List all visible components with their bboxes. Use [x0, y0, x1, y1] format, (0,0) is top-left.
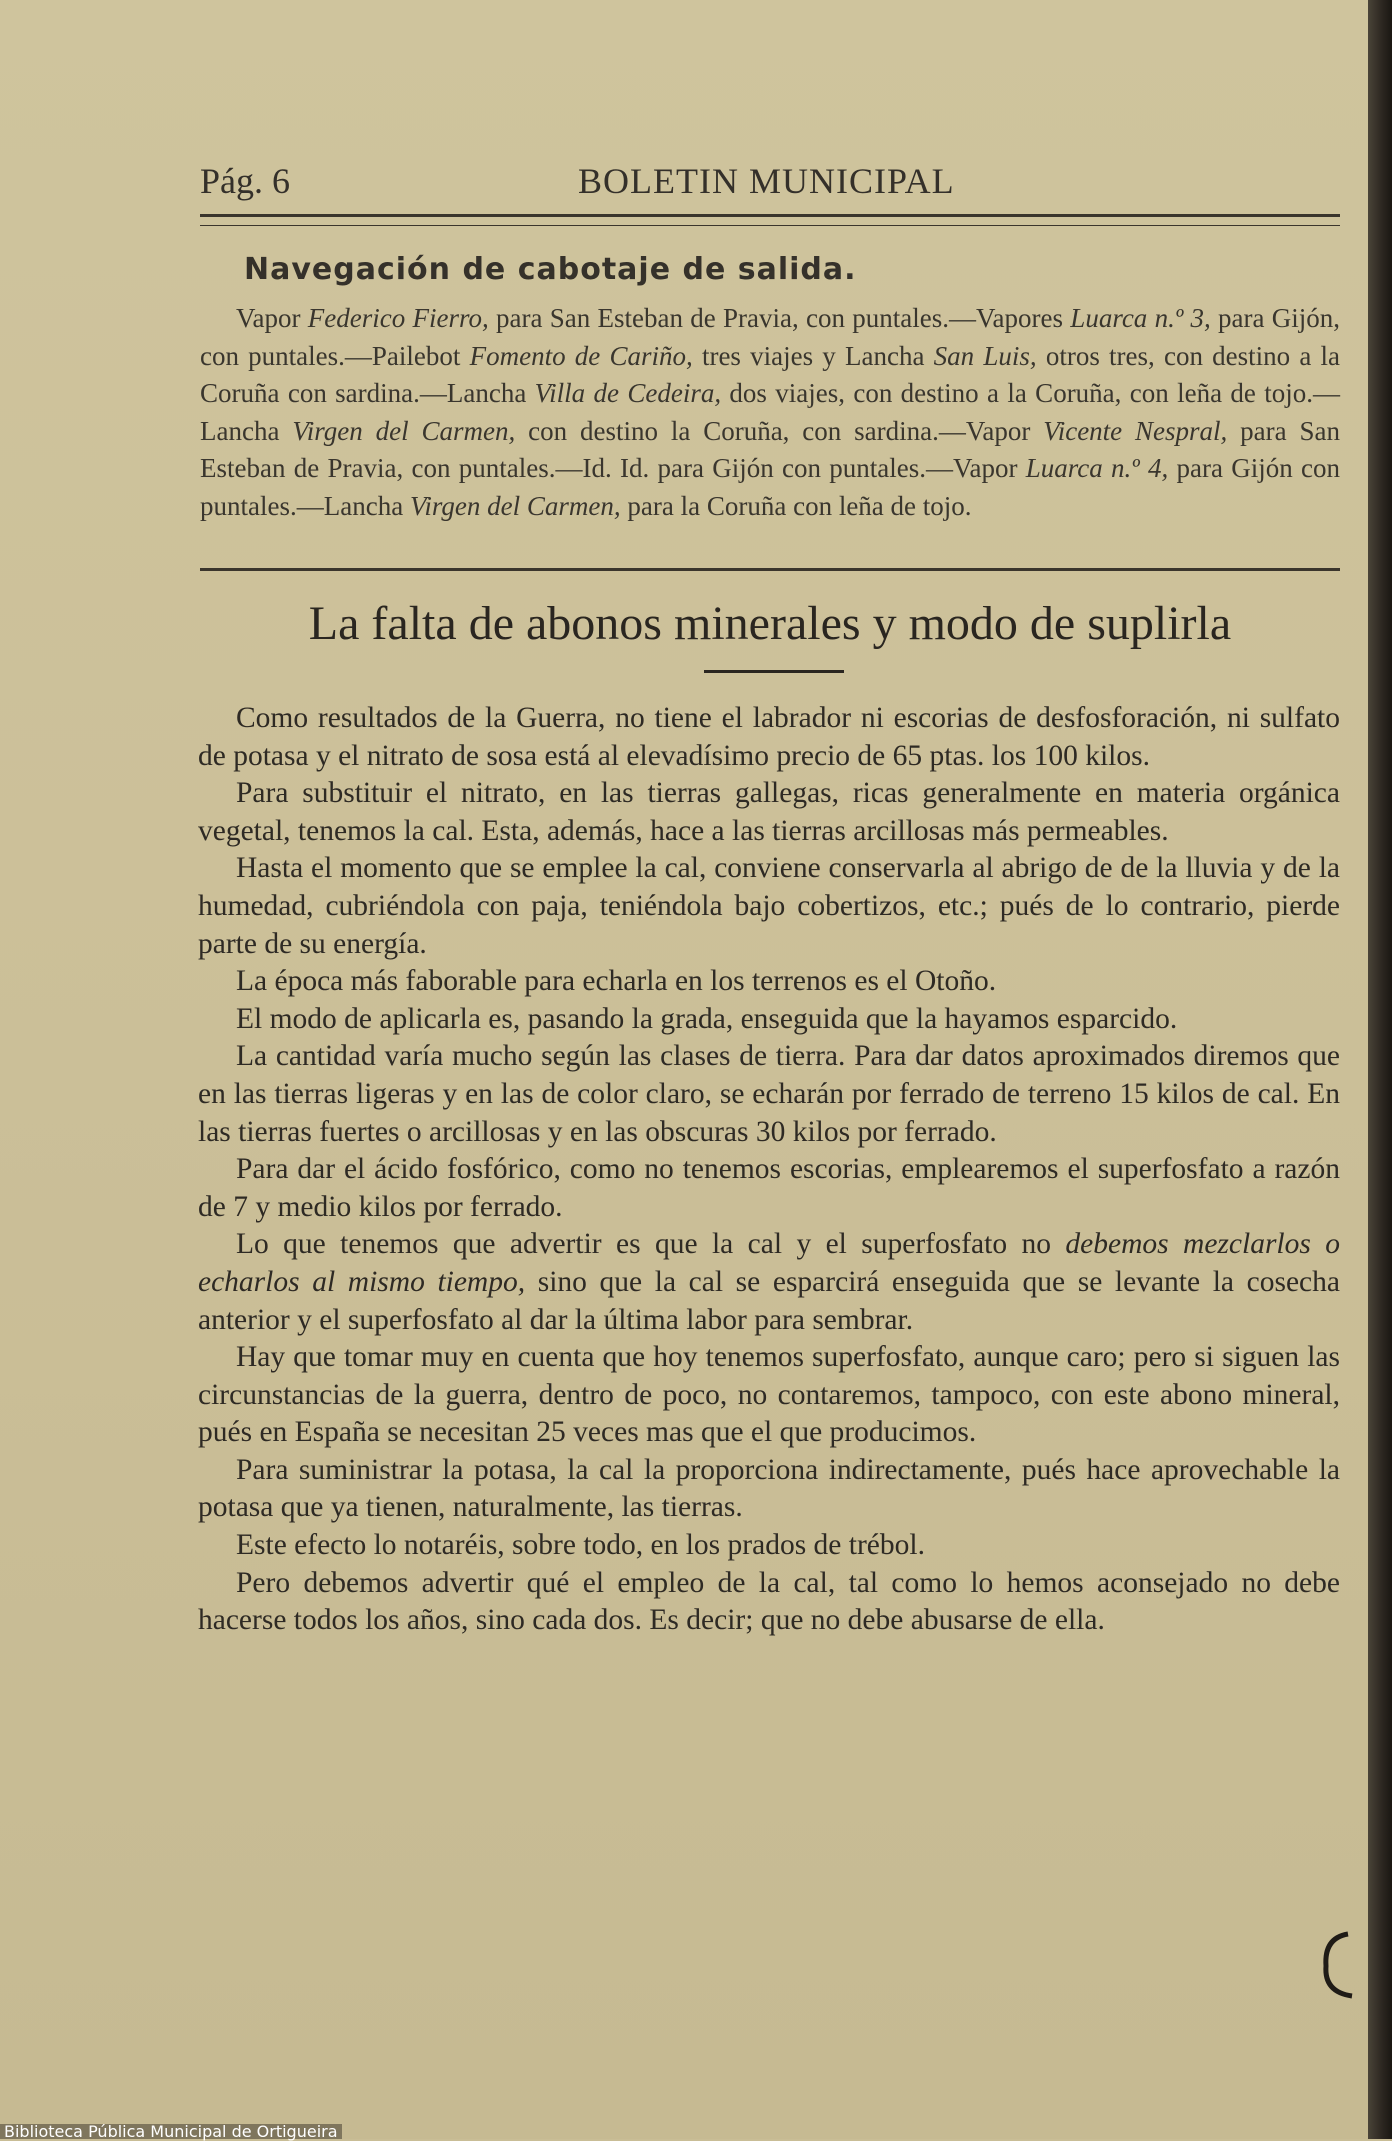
- article-paragraph: Hay que tomar muy en cuenta que hoy tenemos superfosfato, aunque caro; pero si siguen las circunstancias de la guerra, dentro de poco, no contaremos, tampoco, con este abono mineral, pués en España se necesitan 25 veces mas que el que producimos.: [198, 1341, 1340, 1449]
- source-watermark: Biblioteca Pública Municipal de Ortigueira: [0, 2124, 342, 2139]
- article-title: La falta de abonos minerales y modo de suplirla: [308, 597, 1232, 650]
- bracket-mark-icon: [1318, 1930, 1358, 2000]
- article-paragraph: La cantidad varía mucho según las clases de tierra. Para dar datos aproximados diremos que en las tierras ligeras y en las de color claro, se echarán por ferrado de terreno 15 kilos de cal. En las tierras fuertes o arcillosas y en las obscuras 30 kilos por ferrado.: [198, 1040, 1340, 1148]
- article-body: [198, 700, 1340, 1640]
- header-rule: [200, 214, 1340, 226]
- article-paragraph: Este efecto lo notaréis, sobre todo, en los prados de trébol.: [236, 1529, 925, 1562]
- page-number: Pág. 6: [200, 161, 290, 201]
- title-underline: [704, 670, 844, 673]
- article-paragraph: Para suministrar la potasa, la cal la proporciona indirectamente, pués hace aprovechable la potasa que ya tienen, naturalmente, las tierras.: [198, 1453, 1340, 1524]
- page-header: [200, 160, 1340, 206]
- article-paragraph: Para dar el ácido fosfórico, como no tenemos escorias, emplearemos el superfosfato a razón de 7 y medio kilos por ferrado.: [198, 1153, 1340, 1223]
- section-title: Navegación de cabotaje de salida.: [244, 252, 857, 287]
- article-paragraph: La época más faborable para echarla en los terrenos es el Otoño.: [236, 965, 997, 998]
- article-paragraph: El modo de aplicarla es, pasando la grada, enseguida que la hayamos esparcido.: [236, 1002, 1178, 1035]
- article-paragraph: Como resultados de la Guerra, no tiene el labrador ni escorias de desfosforación, ni sulfato de potasa y el nitrato de sosa está al elevadísimo precio de 65 ptas. los 100 kilos.: [198, 702, 1340, 772]
- publication-title: BOLETIN MUNICIPAL: [578, 161, 955, 201]
- page-edge-shadow: [1368, 0, 1392, 2139]
- article-paragraph: Pero debemos advertir qué el empleo de la cal, tal como lo hemos aconsejado no debe hacerse todos los años, sino cada dos. Es decir; que no debe abusarse de ella.: [198, 1566, 1340, 1637]
- section-divider: [200, 568, 1340, 571]
- article-paragraph: Para substituir el nitrato, en las tierras gallegas, ricas generalmente en materia orgánica vegetal, tenemos la cal. Esta, además, hace a las tierras arcillosas más permeables.: [198, 777, 1340, 847]
- article-paragraph: Hasta el momento que se emplee la cal, conviene conservarla al abrigo de de la lluvia y de la humedad, cubriéndola con paja, teniéndola bajo cobertizos, etc.; pués de lo contrario, pierde parte de su energía.: [198, 852, 1340, 960]
- article-paragraph: Lo que tenemos que advertir es que la cal y el superfosfato no debemos mezclarlos o echarlos al mismo tiempo, sino que la cal se esparcirá enseguida que se levante la cosecha anterior y el superfosfato al dar la última labor para sembrar.: [198, 1228, 1341, 1336]
- navigation-paragraph: Vapor Federico Fierro, para San Esteban de Pravia, con puntales.—Vapores Luarca n.º 3, para Gijón, con puntales.—Pailebot Fomento de Cariño, tres viajes y Lancha San Luis, otros tres, con destino a la Coruña con sardina.—Lancha Villa de Cedeira, dos viajes, con destino a la Coruña, con leña de tojo.—Lancha Virgen del Carmen, con destino la Coruña, con sardina.—Vapor Vicente Nespral, para San Esteban de Pravia, con puntales.—Id. Id. para Gijón con puntales.—Vapor Luarca n.º 4, para Gijón con puntales.—Lancha Virgen del Carmen, para la Coruña con leña de tojo.: [200, 303, 1341, 521]
